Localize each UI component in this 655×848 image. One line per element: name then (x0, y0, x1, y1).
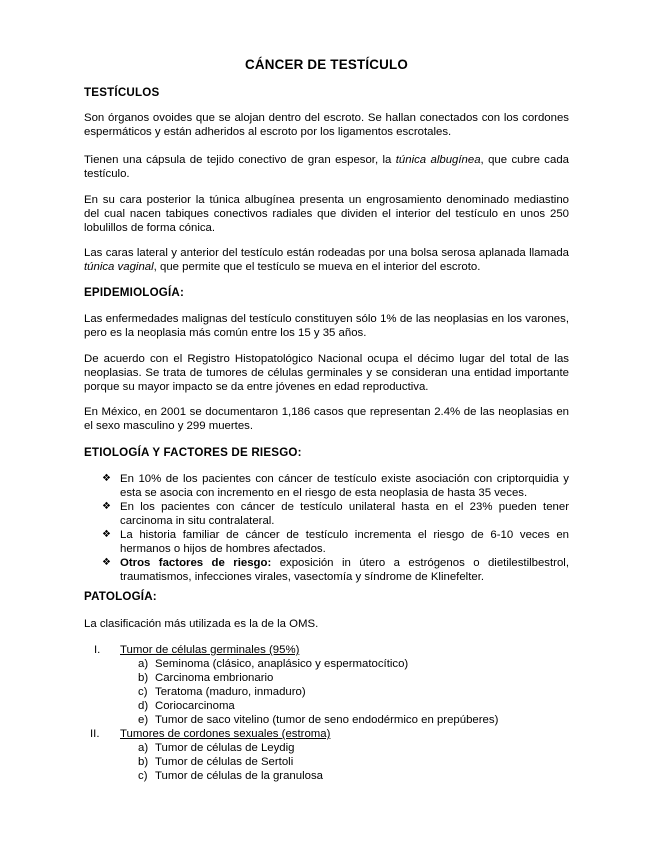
paragraph-testiculos-2: Tienen una cápsula de tejido conectivo de gran espesor, la túnica albugínea, que cubre cada testículo. (84, 154, 570, 180)
bullet-diamond-icon: ❖ (102, 501, 111, 512)
paragraph-testiculos-3: En su cara posterior la túnica albugínea presenta un engrosamiento denominado mediastino del cual nacen tabiques conectivos radiales que dividen el interior del testículo en unos 250 lobulillos de forma cónica. (84, 194, 569, 234)
list-item: c) Tumor de células de la granulosa (138, 770, 324, 782)
bullet-diamond-icon: ❖ (102, 529, 111, 540)
term-tunica-albuginea: túnica albugínea (395, 154, 481, 166)
bullet-diamond-icon: ❖ (102, 557, 111, 568)
list-item: b) Carcinoma embrionario (138, 672, 274, 684)
list-item: ❖ Otros factores de riesgo: exposición in útero a estrógenos o dietilestilbestrol, traumatismos, infecciones virales, vasectomía y síndrome de Klinefelter. (102, 557, 569, 583)
list-item: b) Tumor de células de Sertoli (138, 756, 294, 768)
list-item: a) Tumor de células de Leydig (138, 742, 295, 754)
paragraph-epidemiologia-1: Las enfermedades malignas del testículo constituyen sólo 1% de las neoplasias en los varones, pero es la neoplasia más común entre los 15 y 35 años. (84, 313, 569, 339)
group-title: Tumores de cordones sexuales (estroma) (120, 728, 331, 740)
list-item: ❖ En 10% de los pacientes con cáncer de testículo existe asociación con criptorquidia y esta se asocia con incremento en el riesgo de esta neoplasia de hasta 35 veces. (102, 473, 569, 499)
heading-testiculos: TESTÍCULOS (84, 86, 160, 99)
paragraph-testiculos-1: Son órganos ovoides que se alojan dentro del escroto. Se hallan conectados con los cordones espermáticos y están adheridos al escroto por los ligamentos escrotales. (84, 112, 569, 138)
list-item: e) Tumor de saco vitelino (tumor de seno endodérmico en prepúberes) (138, 714, 499, 726)
list-item: ❖ La historia familiar de cáncer de testículo incrementa el riesgo de 6-10 veces en hermanos o hijos de hombres afectados. (102, 529, 569, 555)
list-item: ❖ En los pacientes con cáncer de testículo unilateral hasta en el 23% pueden tener carcinoma in situ contralateral. (102, 501, 569, 527)
list-item: a) Seminoma (clásico, anaplásico y espermatocítico) (138, 658, 409, 670)
risk-factor-list (102, 472, 569, 584)
heading-epidemiologia: EPIDEMIOLOGÍA: (84, 286, 185, 299)
paragraph-testiculos-4: Las caras lateral y anterior del testículo están rodeadas por una bolsa serosa aplanada llamada túnica vaginal, que permite que el testículo se mueva en el interior del escroto. (84, 247, 569, 273)
page-title: CÁNCER DE TESTÍCULO (244, 57, 408, 72)
list-item: d) Coriocarcinoma (138, 700, 235, 712)
bullet-diamond-icon: ❖ (102, 473, 111, 484)
paragraph-patologia-1: La clasificación más utilizada es la de la OMS. (84, 618, 319, 630)
paragraph-epidemiologia-2: De acuerdo con el Registro Histopatológico Nacional ocupa el décimo lugar del total de las neoplasias. Se trata de tumores de células germinales y se consideran una entidad importante porque su mayor impacto se da entre jóvenes en edad reproductiva. (84, 353, 569, 393)
heading-patologia: PATOLOGÍA: (84, 590, 157, 603)
term-tunica-vaginal: túnica vaginal (84, 261, 154, 273)
list-item: c) Teratoma (maduro, inmaduro) (138, 686, 306, 698)
group-title: Tumor de células germinales (95%) (120, 644, 300, 656)
paragraph-epidemiologia-3: En México, en 2001 se documentaron 1,186 casos que representan 2.4% de las neoplasias en el sexo masculino y 299 muertes. (84, 406, 569, 432)
heading-etiologia: ETIOLOGÍA Y FACTORES DE RIESGO: (84, 446, 302, 459)
